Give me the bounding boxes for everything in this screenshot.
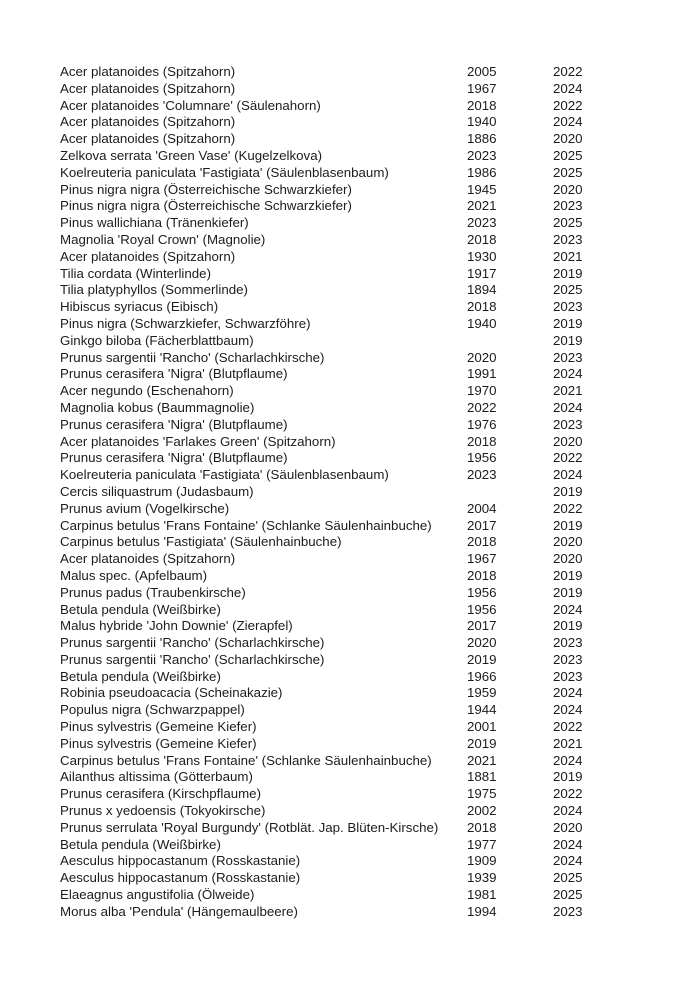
year-second: 2024: [553, 399, 583, 415]
year-second: 2020: [553, 181, 583, 197]
table-row: [0, 131, 700, 148]
species-name: Malus hybride 'John Downie' (Zierapfel): [60, 618, 293, 634]
year-second: 2019: [553, 517, 583, 533]
year-second: 2021: [553, 735, 583, 751]
table-row: [0, 585, 700, 602]
year-first: 2018: [467, 97, 497, 113]
year-second: 2019: [553, 483, 583, 499]
year-first: 2018: [467, 433, 497, 449]
year-first: 1886: [467, 131, 497, 147]
species-name: Carpinus betulus 'Frans Fontaine' (Schlanke Säulenhainbuche): [60, 752, 432, 768]
table-row: [0, 568, 700, 585]
year-first: 1956: [467, 584, 497, 600]
year-second: 2023: [553, 903, 583, 919]
year-second: 2023: [553, 635, 583, 651]
year-second: 2025: [553, 147, 583, 163]
table-row: [0, 366, 700, 383]
year-first: 1881: [467, 769, 497, 785]
table-row: [0, 282, 700, 299]
year-second: 2020: [553, 819, 583, 835]
table-row: [0, 64, 700, 81]
species-name: Pinus sylvestris (Gemeine Kiefer): [60, 735, 257, 751]
year-first: 2023: [467, 147, 497, 163]
year-first: 1930: [467, 248, 497, 264]
year-first: 2019: [467, 651, 497, 667]
year-second: 2019: [553, 332, 583, 348]
table-row: [0, 434, 700, 451]
table-row: [0, 719, 700, 736]
table-row: [0, 769, 700, 786]
year-first: 1967: [467, 551, 497, 567]
species-name: Prunus cerasifera (Kirschpflaume): [60, 786, 262, 802]
species-name: Aesculus hippocastanum (Rosskastanie): [60, 853, 301, 869]
year-second: 2023: [553, 349, 583, 365]
species-name: Betula pendula (Weißbirke): [60, 601, 221, 617]
year-first: 1894: [467, 282, 497, 298]
table-row: [0, 182, 700, 199]
year-first: 1940: [467, 315, 497, 331]
species-name: Malus spec. (Apfelbaum): [60, 567, 208, 583]
year-second: 2019: [553, 584, 583, 600]
year-second: 2019: [553, 315, 583, 331]
year-second: 2023: [553, 198, 583, 214]
species-name: Prunus sargentii 'Rancho' (Scharlachkirsche): [60, 349, 325, 365]
species-name: Koelreuteria paniculata 'Fastigiata' (Säulenblasenbaum): [60, 164, 389, 180]
species-name: Tilia platyphyllos (Sommerlinde): [60, 282, 248, 298]
year-second: 2024: [553, 853, 583, 869]
year-second: 2019: [553, 265, 583, 281]
table-row: [0, 383, 700, 400]
species-name: Hibiscus syriacus (Eibisch): [60, 299, 219, 315]
species-name: Prunus x yedoensis (Tokyokirsche): [60, 803, 266, 819]
table-row: [0, 400, 700, 417]
table-row: [0, 114, 700, 131]
year-second: 2022: [553, 786, 583, 802]
year-first: 2017: [467, 517, 497, 533]
year-first: 1981: [467, 887, 497, 903]
species-name: Pinus nigra nigra (Österreichische Schwarzkiefer): [60, 181, 352, 197]
table-row: [0, 333, 700, 350]
species-name: Betula pendula (Weißbirke): [60, 668, 221, 684]
table-row: [0, 887, 700, 904]
year-first: 1917: [467, 265, 497, 281]
year-second: 2025: [553, 282, 583, 298]
species-name: Carpinus betulus 'Frans Fontaine' (Schlanke Säulenhainbuche): [60, 517, 432, 533]
year-first: 1959: [467, 685, 497, 701]
species-name: Acer negundo (Eschenahorn): [60, 383, 234, 399]
species-name: Populus nigra (Schwarzpappel): [60, 702, 245, 718]
year-first: 1909: [467, 853, 497, 869]
species-name: Morus alba 'Pendula' (Hängemaulbeere): [60, 903, 298, 919]
species-name: Prunus sargentii 'Rancho' (Scharlachkirsche): [60, 651, 325, 667]
year-second: 2023: [553, 416, 583, 432]
species-name: Carpinus betulus 'Fastigiata' (Säulenhainbuche): [60, 534, 342, 550]
table-row: [0, 551, 700, 568]
table-row: [0, 215, 700, 232]
year-second: 2022: [553, 450, 583, 466]
year-first: 2023: [467, 467, 497, 483]
table-row: [0, 198, 700, 215]
species-name: Pinus nigra nigra (Österreichische Schwarzkiefer): [60, 198, 352, 214]
year-first: 2018: [467, 534, 497, 550]
species-name: Prunus cerasifera 'Nigra' (Blutpflaume): [60, 416, 288, 432]
table-row: [0, 618, 700, 635]
year-second: 2021: [553, 383, 583, 399]
species-name: Pinus wallichiana (Tränenkiefer): [60, 215, 249, 231]
table-row: [0, 853, 700, 870]
table-row: [0, 484, 700, 501]
species-name: Prunus cerasifera 'Nigra' (Blutpflaume): [60, 366, 288, 382]
table-row: [0, 820, 700, 837]
year-first: 2020: [467, 635, 497, 651]
species-name: Elaeagnus angustifolia (Ölweide): [60, 887, 255, 903]
year-second: 2024: [553, 80, 583, 96]
year-first: 2002: [467, 803, 497, 819]
species-name: Prunus avium (Vogelkirsche): [60, 500, 230, 516]
table-row: [0, 450, 700, 467]
table-row: [0, 870, 700, 887]
year-first: 2021: [467, 752, 497, 768]
year-second: 2024: [553, 803, 583, 819]
table-row: [0, 518, 700, 535]
table-row: [0, 98, 700, 115]
year-first: 2020: [467, 349, 497, 365]
year-second: 2025: [553, 215, 583, 231]
year-second: 2020: [553, 433, 583, 449]
species-name: Magnolia 'Royal Crown' (Magnolie): [60, 231, 266, 247]
table-row: [0, 534, 700, 551]
species-name: Pinus sylvestris (Gemeine Kiefer): [60, 719, 257, 735]
tree-table: [0, 64, 700, 921]
species-name: Koelreuteria paniculata 'Fastigiata' (Säulenblasenbaum): [60, 467, 389, 483]
species-name: Zelkova serrata 'Green Vase' (Kugelzelkova): [60, 147, 323, 163]
year-second: 2024: [553, 685, 583, 701]
table-row: [0, 702, 700, 719]
year-second: 2023: [553, 651, 583, 667]
year-first: 1939: [467, 870, 497, 886]
table-row: [0, 736, 700, 753]
species-name: Ailanthus altissima (Götterbaum): [60, 769, 253, 785]
table-row: [0, 232, 700, 249]
year-first: 1945: [467, 181, 497, 197]
year-first: 2018: [467, 819, 497, 835]
year-second: 2020: [553, 131, 583, 147]
year-second: 2024: [553, 752, 583, 768]
year-first: 1956: [467, 601, 497, 617]
year-second: 2024: [553, 836, 583, 852]
year-second: 2024: [553, 366, 583, 382]
year-second: 2019: [553, 769, 583, 785]
year-second: 2025: [553, 870, 583, 886]
year-second: 2021: [553, 248, 583, 264]
species-name: Acer platanoides (Spitzahorn): [60, 114, 236, 130]
species-name: Prunus sargentii 'Rancho' (Scharlachkirsche): [60, 635, 325, 651]
year-second: 2019: [553, 618, 583, 634]
year-first: 2023: [467, 215, 497, 231]
year-first: 1991: [467, 366, 497, 382]
table-row: [0, 148, 700, 165]
year-second: 2023: [553, 668, 583, 684]
species-name: Aesculus hippocastanum (Rosskastanie): [60, 870, 301, 886]
year-first: 2005: [467, 64, 497, 79]
species-name: Pinus nigra (Schwarzkiefer, Schwarzföhre): [60, 315, 311, 331]
year-first: 1956: [467, 450, 497, 466]
year-first: 1977: [467, 836, 497, 852]
year-second: 2022: [553, 500, 583, 516]
table-row: [0, 299, 700, 316]
species-name: Magnolia kobus (Baummagnolie): [60, 399, 255, 415]
year-first: 1975: [467, 786, 497, 802]
year-first: 2019: [467, 735, 497, 751]
year-second: 2023: [553, 299, 583, 315]
species-name: Acer platanoides 'Farlakes Green' (Spitzahorn): [60, 433, 336, 449]
table-row: [0, 685, 700, 702]
year-second: 2024: [553, 467, 583, 483]
year-second: 2022: [553, 719, 583, 735]
year-first: 2018: [467, 567, 497, 583]
year-first: 2017: [467, 618, 497, 634]
year-first: 2022: [467, 399, 497, 415]
table-row: [0, 837, 700, 854]
year-first: 2021: [467, 198, 497, 214]
year-first: 1967: [467, 80, 497, 96]
year-first: 2018: [467, 231, 497, 247]
year-second: 2019: [553, 567, 583, 583]
table-row: [0, 266, 700, 283]
table-row: [0, 249, 700, 266]
year-first: 2018: [467, 299, 497, 315]
species-name: Robinia pseudoacacia (Scheinakazie): [60, 685, 283, 701]
year-first: 1944: [467, 702, 497, 718]
species-name: Acer platanoides (Spitzahorn): [60, 64, 236, 79]
species-name: Acer platanoides (Spitzahorn): [60, 248, 236, 264]
table-row: [0, 669, 700, 686]
table-row: [0, 786, 700, 803]
year-second: 2020: [553, 551, 583, 567]
year-second: 2025: [553, 887, 583, 903]
year-second: 2020: [553, 534, 583, 550]
table-row: [0, 501, 700, 518]
species-name: Tilia cordata (Winterlinde): [60, 265, 211, 281]
year-second: 2024: [553, 601, 583, 617]
year-second: 2024: [553, 114, 583, 130]
year-second: 2025: [553, 164, 583, 180]
year-first: 1970: [467, 383, 497, 399]
species-name: Prunus serrulata 'Royal Burgundy' (Rotblät. Jap. Blüten-Kirsche): [60, 819, 439, 835]
year-first: 1994: [467, 903, 497, 919]
year-second: 2022: [553, 97, 583, 113]
species-name: Prunus cerasifera 'Nigra' (Blutpflaume): [60, 450, 288, 466]
year-first: 1966: [467, 668, 497, 684]
species-name: Cercis siliquastrum (Judasbaum): [60, 483, 254, 499]
year-first: 2004: [467, 500, 497, 516]
table-row: [0, 81, 700, 98]
table-row: [0, 635, 700, 652]
species-name: Acer platanoides (Spitzahorn): [60, 131, 236, 147]
year-first: 1986: [467, 164, 497, 180]
table-row: [0, 904, 700, 921]
year-first: 1976: [467, 416, 497, 432]
table-row: [0, 417, 700, 434]
table-row: [0, 467, 700, 484]
year-first: 1940: [467, 114, 497, 130]
table-row: [0, 803, 700, 820]
year-first: 2001: [467, 719, 497, 735]
table-row: [0, 652, 700, 669]
table-row: [0, 165, 700, 182]
table-row: [0, 753, 700, 770]
table-row: [0, 602, 700, 619]
year-second: 2023: [553, 231, 583, 247]
table-row: [0, 350, 700, 367]
table-row: [0, 316, 700, 333]
species-name: Acer platanoides 'Columnare' (Säulenahorn): [60, 97, 321, 113]
year-second: 2024: [553, 702, 583, 718]
species-name: Prunus padus (Traubenkirsche): [60, 584, 246, 600]
species-name: Acer platanoides (Spitzahorn): [60, 80, 236, 96]
species-name: Acer platanoides (Spitzahorn): [60, 551, 236, 567]
year-second: 2022: [553, 64, 583, 79]
species-name: Betula pendula (Weißbirke): [60, 836, 221, 852]
species-name: Ginkgo biloba (Fächerblattbaum): [60, 332, 254, 348]
